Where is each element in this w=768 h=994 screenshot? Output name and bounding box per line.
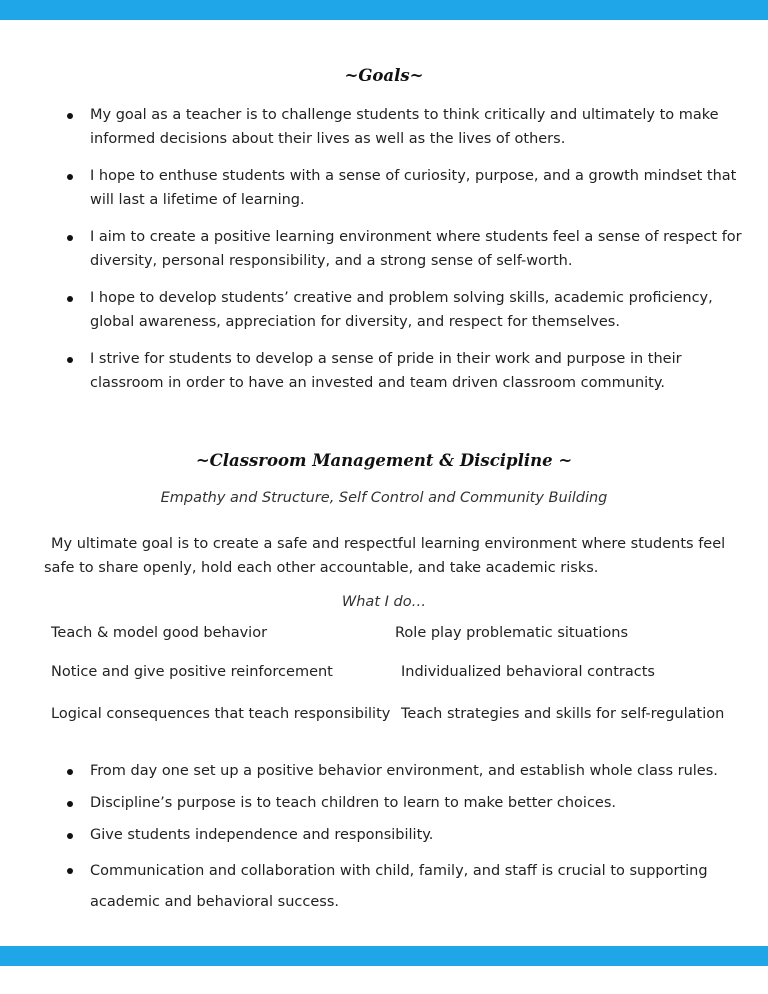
strategy-right-1: Role play problematic situations [395, 625, 629, 641]
goals-heading: ~Goals~ [344, 66, 424, 85]
bullet-icon [67, 296, 73, 302]
what-i-do-heading: What I do… [341, 594, 427, 610]
classroom-management-heading: ~Classroom Management & Discipline ~ [195, 451, 573, 470]
bullet-icon [67, 801, 73, 807]
list-item: Give students independence and responsibility. [64, 824, 744, 848]
list-item: I strive for students to develop a sense of pride in their work and purpose in their classroom in order to have an invested and team driven classroom community. [64, 348, 744, 395]
discipline-list [64, 760, 744, 927]
strategy-right-2: Individualized behavioral contracts [401, 664, 655, 680]
strategy-left-3: Logical consequences that teach responsibility [51, 706, 391, 722]
bullet-icon [67, 235, 73, 241]
goals-list [64, 104, 744, 409]
list-item: Communication and collaboration with child, family, and staff is crucial to supporting academic and behavioral success. [64, 856, 744, 918]
classroom-management-subtitle: Empathy and Structure, Self Control and Community Building [160, 490, 608, 506]
list-item: Discipline’s purpose is to teach children to learn to make better choices. [64, 792, 744, 816]
top-accent-band [0, 0, 768, 20]
strategy-left-2: Notice and give positive reinforcement [51, 664, 333, 680]
bullet-icon [67, 833, 73, 839]
bullet-icon [67, 868, 73, 874]
bullet-icon [67, 113, 73, 119]
bullet-icon [67, 769, 73, 775]
management-paragraph: My ultimate goal is to create a safe and respectful learning environment where students feel safe to share openly, hold each other accountable, and take academic risks. [44, 536, 726, 576]
bullet-icon [67, 357, 73, 363]
strategy-right-3: Teach strategies and skills for self-regulation [401, 706, 725, 722]
bullet-icon [67, 174, 73, 180]
list-item: I hope to enthuse students with a sense of curiosity, purpose, and a growth mindset that will last a lifetime of learning. [64, 165, 744, 212]
bottom-accent-band [0, 946, 768, 966]
list-item: I hope to develop students’ creative and problem solving skills, academic proficiency, global awareness, appreciation for diversity, and respect for themselves. [64, 287, 744, 334]
list-item: From day one set up a positive behavior environment, and establish whole class rules. [64, 760, 744, 784]
list-item: I aim to create a positive learning environment where students feel a sense of respect for diversity, personal responsibility, and a strong sense of self-worth. [64, 226, 744, 273]
list-item: My goal as a teacher is to challenge students to think critically and ultimately to make informed decisions about their lives as well as the lives of others. [64, 104, 744, 151]
strategy-left-1: Teach & model good behavior [51, 625, 268, 641]
